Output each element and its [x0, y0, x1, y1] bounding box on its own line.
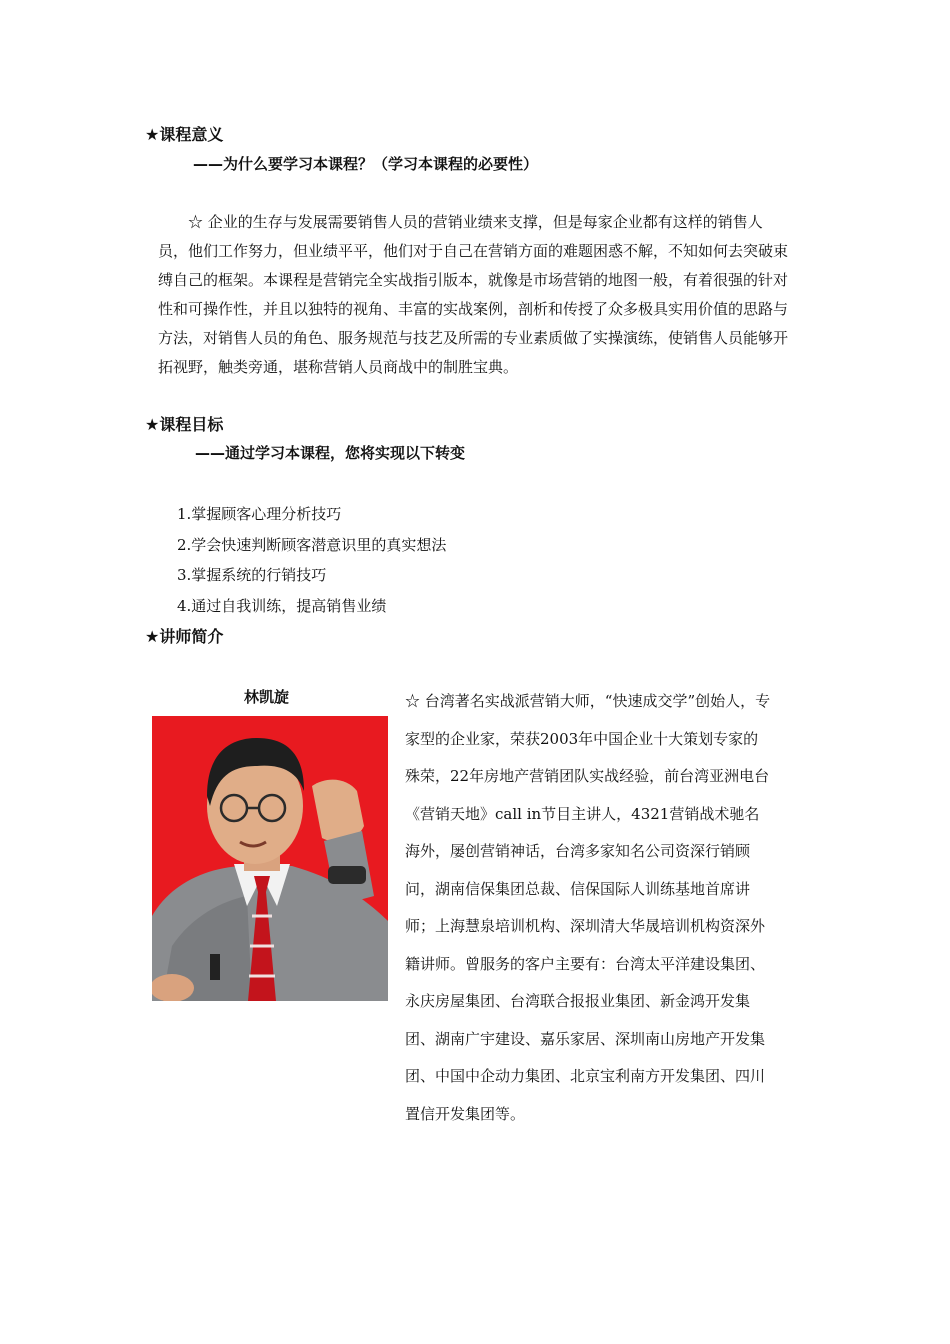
instructor-bio: ☆ 台湾著名实战派营销大师，“快速成交学”创始人，专家型的企业家，荣获2003年中国企业十大策划专家的殊荣，22年房地产营销团队实战经验，前台湾亚洲电台《营销天地》call in节目主讲人，4321营销战术驰名海外，屡创营销神话，台湾多家知名公司资深行销顾问，湖南信保集团总裁、信保国际人训练基地首席讲师；上海慧泉培训机构、深圳清大华晟培训机构资深外籍讲师。曾服务的客户主要有：台湾太平洋建设集团、永庆房屋集团、台湾联合报报业集团、新金鸿开发集团、湖南广宇建设、嘉乐家居、深圳南山房地产开发集团、中国中企动力集团、北京宝利南方开发集团、四川置信开发集团等。	[405, 692, 771, 1123]
significance-subheading: ——为什么要学习本课程？（学习本课程的必要性）	[193, 155, 539, 173]
goals-subheading: ——通过学习本课程，您将实现以下转变	[195, 444, 466, 462]
goal-item: 1.掌握顾客心理分析技巧	[177, 505, 342, 523]
instructor-photo	[152, 716, 388, 1001]
goals-heading: ★课程目标	[145, 415, 224, 434]
goal-item: 3.掌握系统的行销技巧	[177, 566, 327, 584]
instructor-name: 林凯旋	[244, 688, 290, 706]
goal-item: 2.学会快速判断顾客潜意识里的真实想法	[177, 536, 447, 554]
significance-paragraph: ☆ 企业的生存与发展需要销售人员的营销业绩来支撑，但是每家企业都有这样的销售人员，他们工作努力，但业绩平平，他们对于自己在营销方面的难题困惑不解，不知如何去突破束缚自己的框架。本课程是营销完全实战指引版本，就像是市场营销的地图一般，有着很强的针对性和可操作性，并且以独特的视角、丰富的实战案例，剖析和传授了众多极具实用价值的思路与方法，对销售人员的角色、服务规范与技艺及所需的专业素质做了实操演练，使销售人员能够开拓视野，触类旁通，堪称营销人员商战中的制胜宝典。	[158, 213, 789, 376]
significance-heading: ★课程意义	[145, 125, 224, 144]
goal-item: 4.通过自我训练，提高销售业绩	[177, 597, 387, 615]
instructor-heading: ★讲师简介	[145, 627, 224, 646]
